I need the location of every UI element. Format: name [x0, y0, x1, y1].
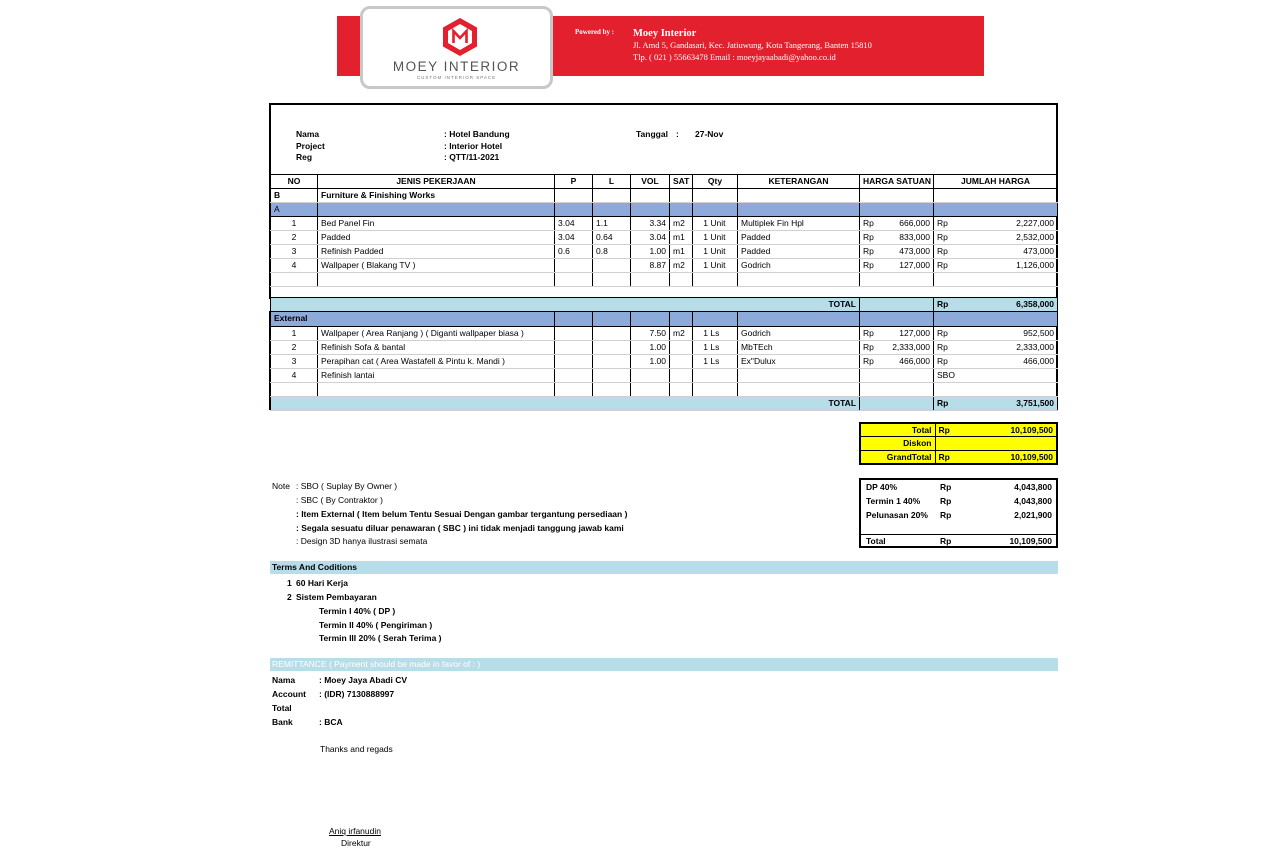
row-p	[555, 259, 593, 273]
row-name: Wallpaper ( Blakang TV )	[318, 259, 555, 273]
col-harga-satuan: HARGA SATUAN	[860, 175, 934, 189]
note-line: : Item External ( Item belum Tentu Sesuai Dengan gambar tergantung persediaan )	[296, 509, 628, 519]
term-no: 1	[287, 578, 292, 588]
divider	[861, 534, 1056, 535]
total-row	[271, 298, 1058, 312]
col-jenis: JENIS PEKERJAAN	[318, 175, 555, 189]
payment-schedule-box	[859, 478, 1058, 548]
project-label: Project	[296, 141, 325, 151]
row-name: Refinish Sofa & bantal	[318, 340, 555, 354]
term-no: 2	[287, 592, 292, 602]
nama-value: : Hotel Bandung	[444, 129, 510, 139]
row-keterangan: Padded	[738, 231, 860, 245]
term-subitem: Termin III 20% ( Serah Terima )	[319, 633, 442, 643]
payment-total-rp: Rp	[940, 536, 952, 546]
row-l: 0.64	[593, 231, 631, 245]
hexagon-logo-icon	[441, 17, 479, 57]
dp-value: 4,043,800	[1014, 482, 1052, 492]
external-table	[270, 312, 1058, 411]
powered-by-label: Powered by :	[575, 28, 615, 36]
term-subitem: Termin II 40% ( Pengiriman )	[319, 620, 433, 630]
row-qty: 1 Ls	[693, 326, 738, 340]
row-keterangan: Multiplek Fin Hpl	[738, 217, 860, 231]
pelunasan-rp: Rp	[940, 510, 952, 520]
total-label: TOTAL	[271, 298, 860, 312]
row-vol: 3.04	[631, 231, 670, 245]
tanggal-label: Tanggal	[636, 129, 668, 139]
row-p: 3.04	[555, 231, 593, 245]
row-vol: 1.00	[631, 340, 670, 354]
col-sat: SAT	[670, 175, 693, 189]
tanggal-separator: :	[676, 129, 679, 139]
total-value: Rp 6,358,000	[934, 298, 1058, 312]
term-item: 60 Hari Kerja	[296, 578, 348, 588]
signer-position: Direktur	[341, 838, 371, 848]
row-harga: Rp 833,000	[860, 231, 934, 245]
external-header-row	[271, 312, 1058, 326]
total-value: Rp 3,751,500	[934, 396, 1058, 410]
row-name: Wallpaper ( Area Ranjang ) ( Diganti wallpaper biasa )	[318, 326, 555, 340]
company-contact: Tlp. ( 021 ) 55663478 Email : moeyjayaabadi@yahoo.co.id	[633, 52, 836, 62]
empty-row	[271, 382, 1058, 396]
col-p: P	[555, 175, 593, 189]
table-row	[271, 354, 1058, 368]
total-row	[271, 396, 1058, 410]
reg-value: : QTT/11-2021	[444, 152, 500, 162]
row-qty: 1 Unit	[693, 217, 738, 231]
summary-diskon-row	[860, 437, 1057, 451]
row-no: 2	[271, 340, 318, 354]
total-label: TOTAL	[271, 396, 860, 410]
row-keterangan: Godrich	[738, 259, 860, 273]
row-name: Padded	[318, 231, 555, 245]
table-header-row	[271, 175, 1058, 189]
note-line: : SBO ( Suplay By Owner )	[296, 481, 398, 491]
remit-nama-label: Nama	[272, 675, 296, 685]
nama-label: Nama	[296, 129, 320, 139]
row-jumlah: Rp 2,532,000	[934, 231, 1058, 245]
row-name: Refinish lantai	[318, 368, 555, 382]
summary-grand-label: GrandTotal	[860, 450, 935, 464]
summary-diskon-label: Diskon	[860, 437, 935, 451]
row-keterangan: MbTEch	[738, 340, 860, 354]
note-prefix: Note	[272, 481, 290, 491]
table-row	[271, 231, 1058, 245]
remit-nama-value: : Moey Jaya Abadi CV	[319, 675, 408, 685]
subsection-code: A	[271, 203, 318, 217]
row-no: 2	[271, 231, 318, 245]
dp-label: DP 40%	[866, 482, 898, 492]
row-p: 0.6	[555, 245, 593, 259]
row-no: 1	[271, 326, 318, 340]
row-l	[593, 259, 631, 273]
row-jumlah: SBO	[934, 368, 1058, 382]
row-harga: Rp 127,000	[860, 259, 934, 273]
row-vol: 3.34	[631, 217, 670, 231]
signer-name: Aniq irfanudin	[329, 826, 381, 836]
row-harga: Rp 473,000	[860, 245, 934, 259]
pelunasan-value: 2,021,900	[1014, 510, 1052, 520]
company-logo	[360, 6, 553, 89]
col-vol: VOL	[631, 175, 670, 189]
row-sat: m1	[670, 245, 693, 259]
row-keterangan: Padded	[738, 245, 860, 259]
row-sat: m2	[670, 326, 693, 340]
term-item: Sistem Pembayaran	[296, 592, 377, 602]
col-jumlah-harga: JUMLAH HARGA	[934, 175, 1058, 189]
terms-header: Terms And Coditions	[270, 561, 1058, 574]
reg-label: Reg	[296, 152, 313, 162]
logo-subtitle: CUSTOM INTERIOR SPACE	[416, 75, 497, 80]
row-vol: 1.00	[631, 245, 670, 259]
row-no: 3	[271, 354, 318, 368]
row-qty: 1 Unit	[693, 259, 738, 273]
remittance-header: REMITTANCE ( Payment should be made in favor of : )	[270, 658, 1058, 671]
summary-total-value: 10,109,500	[965, 423, 1057, 437]
termin1-value: 4,043,800	[1014, 496, 1052, 506]
empty-row	[271, 273, 1058, 287]
note-line: : SBC ( By Contraktor )	[296, 495, 383, 505]
row-qty: 1 Unit	[693, 245, 738, 259]
summary-box	[859, 422, 1058, 465]
project-value: : Interior Hotel	[444, 141, 503, 151]
row-vol: 1.00	[631, 354, 670, 368]
row-harga: Rp 2,333,000	[860, 340, 934, 354]
summary-grand-row	[860, 450, 1057, 464]
pelunasan-label: Pelunasan 20%	[866, 510, 928, 520]
row-keterangan: Ex"Dulux	[738, 354, 860, 368]
row-harga: Rp 666,000	[860, 217, 934, 231]
table-row	[271, 245, 1058, 259]
summary-grand-rp: Rp	[938, 451, 950, 462]
table-row	[271, 259, 1058, 273]
row-jumlah: Rp 952,500	[934, 326, 1058, 340]
table-row	[271, 368, 1058, 382]
row-sat: m2	[670, 259, 693, 273]
closing-thanks: Thanks and regads	[320, 744, 393, 754]
summary-total-rp: Rp	[935, 423, 965, 437]
external-title: External	[271, 312, 555, 326]
row-no: 1	[271, 217, 318, 231]
remit-total-label: Total	[272, 703, 292, 713]
term-subitem: Termin I 40% ( DP )	[319, 606, 396, 616]
row-keterangan: Godrich	[738, 326, 860, 340]
row-p: 3.04	[555, 217, 593, 231]
logo-title: MOEY INTERIOR	[392, 59, 521, 74]
section-code: B	[271, 189, 318, 203]
row-jumlah: Rp 473,000	[934, 245, 1058, 259]
row-sat: m2	[670, 217, 693, 231]
payment-total-label: Total	[866, 536, 886, 546]
col-qty: Qty	[693, 175, 738, 189]
spacer-row	[271, 287, 1058, 298]
summary-grand-value: 10,109,500	[1010, 451, 1053, 462]
row-jumlah: Rp 2,227,000	[934, 217, 1058, 231]
row-qty: 1 Ls	[693, 354, 738, 368]
remit-bank-value: : BCA	[319, 717, 343, 727]
remit-account-label: Account	[272, 689, 306, 699]
row-sat	[670, 340, 693, 354]
row-no: 4	[271, 259, 318, 273]
row-l: 0.8	[593, 245, 631, 259]
payment-total-value: 10,109,500	[1009, 536, 1052, 546]
company-address: Jl. Amd 5, Gandasari, Kec. Jatiuwung, Kota Tangerang, Banten 15810	[633, 40, 872, 50]
col-keterangan: KETERANGAN	[738, 175, 860, 189]
table-row	[271, 326, 1058, 340]
table-row	[271, 217, 1058, 231]
row-no: 3	[271, 245, 318, 259]
row-vol: 7.50	[631, 326, 670, 340]
note-line: : Segala sesuatu diluar penawaran ( SBC ) ini tidak menjadi tanggung jawab kami	[296, 523, 624, 533]
col-no: NO	[271, 175, 318, 189]
row-jumlah: Rp 1,126,000	[934, 259, 1058, 273]
row-sat: m1	[670, 231, 693, 245]
row-name: Perapihan cat ( Area Wastafell & Pintu k. Mandi )	[318, 354, 555, 368]
row-harga: Rp 127,000	[860, 326, 934, 340]
row-sat	[670, 354, 693, 368]
remit-account-value: : (IDR) 7130888997	[319, 689, 395, 699]
subsection-row	[271, 203, 1058, 217]
row-name: Refinish Padded	[318, 245, 555, 259]
table-row	[271, 340, 1058, 354]
note-line: : Design 3D hanya ilustrasi semata	[296, 536, 428, 546]
row-jumlah: Rp 2,333,000	[934, 340, 1058, 354]
row-vol: 8.87	[631, 259, 670, 273]
row-jumlah: Rp 466,000	[934, 354, 1058, 368]
items-table	[270, 174, 1058, 312]
row-name: Bed Panel Fin	[318, 217, 555, 231]
row-qty: 1 Ls	[693, 340, 738, 354]
section-title: Furniture & Finishing Works	[318, 189, 555, 203]
termin1-rp: Rp	[940, 496, 952, 506]
termin1-label: Termin 1 40%	[866, 496, 921, 506]
row-qty: 1 Unit	[693, 231, 738, 245]
summary-total-row	[860, 423, 1057, 437]
remit-bank-label: Bank	[272, 717, 293, 727]
section-row	[271, 189, 1058, 203]
tanggal-value: 27-Nov	[695, 129, 724, 139]
row-harga: Rp 466,000	[860, 354, 934, 368]
col-l: L	[593, 175, 631, 189]
row-l: 1.1	[593, 217, 631, 231]
dp-rp: Rp	[940, 482, 952, 492]
company-name: Moey Interior	[633, 28, 697, 39]
row-no: 4	[271, 368, 318, 382]
summary-total-label: Total	[860, 423, 935, 437]
